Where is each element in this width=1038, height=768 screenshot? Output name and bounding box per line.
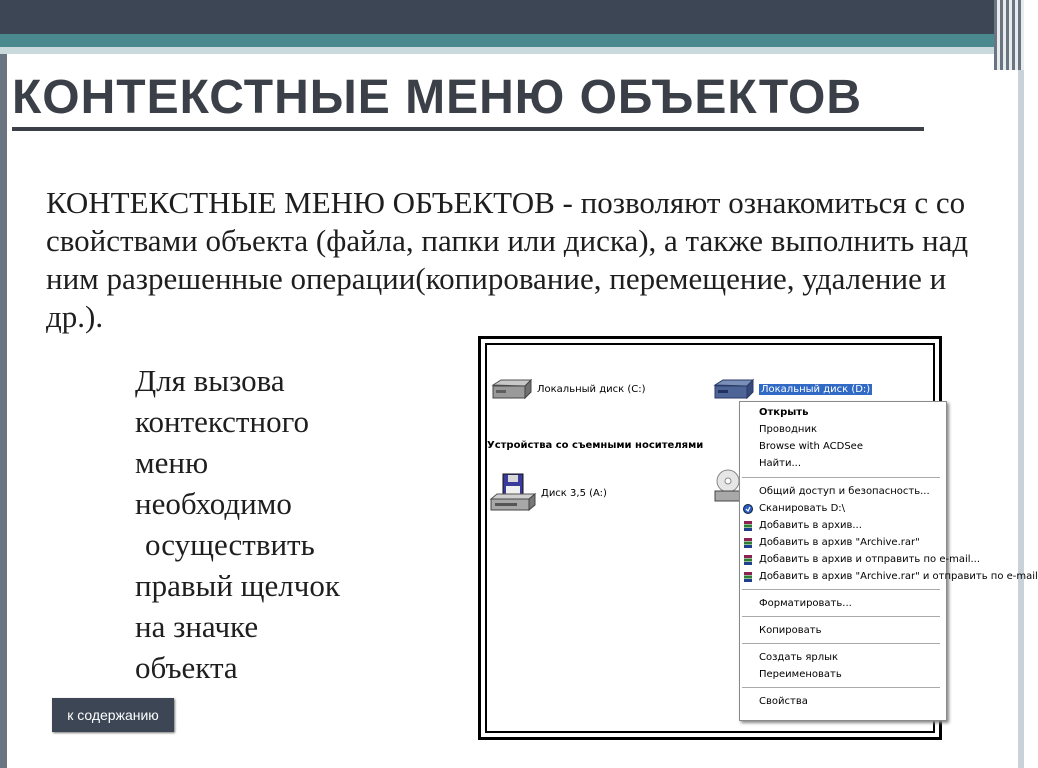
menu-item-add-archive-email-label: Добавить в архив и отправить по e-mail... xyxy=(759,554,981,565)
hard-drive-icon xyxy=(489,377,533,401)
menu-item-explorer[interactable]: Проводник xyxy=(759,424,817,435)
drive-a[interactable] xyxy=(489,473,607,513)
winrar-icon xyxy=(743,521,753,531)
howto-line: правый щелчок xyxy=(135,568,340,603)
howto-line: Для вызова xyxy=(135,363,285,398)
menu-item-add-archive[interactable] xyxy=(740,518,946,534)
slide-title: КОНТЕКСТНЫЕ МЕНЮ ОБЪЕКТОВ xyxy=(12,71,862,124)
menu-item-format[interactable]: Форматировать... xyxy=(759,598,852,609)
toc-button[interactable]: к содержанию xyxy=(52,698,174,732)
menu-separator xyxy=(742,616,940,617)
menu-item-add-archive-rar-email[interactable] xyxy=(740,569,1038,585)
menu-item-add-archive-rar-email-label: Добавить в архив "Archive.rar" и отправить по e-mail xyxy=(759,571,1038,582)
howto-text xyxy=(135,360,455,688)
intro-rest: - позволяют ознакомиться с со свойствами объекта (файла, папки или диска), а также выполнить над ним разрешенные операции(копирование, перемещение, удаление и др.). xyxy=(46,185,969,334)
menu-item-find[interactable]: Найти... xyxy=(759,458,802,469)
menu-item-add-archive-label: Добавить в архив... xyxy=(759,520,862,531)
menu-item-create-shortcut[interactable]: Создать ярлык xyxy=(759,652,839,663)
menu-item-add-archive-email[interactable] xyxy=(740,552,981,568)
howto-line: необходимо xyxy=(135,486,292,521)
explorer-view xyxy=(485,343,1038,733)
menu-item-copy[interactable]: Копировать xyxy=(759,625,822,636)
header-bar-light xyxy=(0,47,1024,54)
menu-item-sharing[interactable]: Общий доступ и безопасность... xyxy=(759,486,930,497)
context-menu xyxy=(739,401,1038,721)
winrar-icon xyxy=(743,572,753,582)
menu-item-add-archive-rar[interactable] xyxy=(740,535,946,551)
howto-line: на значке xyxy=(135,609,259,644)
header-stripes xyxy=(994,0,1024,70)
menu-item-open[interactable]: Открыть xyxy=(759,407,809,418)
removable-section-header: Устройства со съемными носителями xyxy=(487,440,704,451)
menu-separator xyxy=(742,589,940,590)
howto-line: меню xyxy=(135,445,209,480)
menu-item-acdsee[interactable]: Browse with ACDSee xyxy=(759,441,863,452)
menu-item-scan-label: Сканировать D:\ xyxy=(759,503,846,514)
title-underline xyxy=(12,127,924,131)
menu-separator xyxy=(742,687,940,688)
menu-item-scan[interactable] xyxy=(740,501,946,517)
header-bar-teal xyxy=(0,34,1024,47)
antivirus-icon xyxy=(743,504,753,514)
intro-lead: КОНТЕКСТНЫЕ МЕНЮ ОБЪЕКТОВ xyxy=(46,185,555,220)
menu-item-rename[interactable]: Переименовать xyxy=(759,669,842,680)
winrar-icon xyxy=(743,555,753,565)
menu-separator xyxy=(742,643,940,644)
right-border xyxy=(1018,70,1024,768)
screenshot-frame xyxy=(478,336,1038,740)
drive-c-label: Локальный диск (C:) xyxy=(537,383,646,395)
drive-d-label: Локальный диск (D:) xyxy=(761,383,871,395)
menu-separator xyxy=(742,477,940,478)
howto-line: объекта xyxy=(135,650,238,685)
howto-line: осуществить xyxy=(145,527,315,562)
howto-line: контекстного xyxy=(135,404,310,439)
menu-item-properties[interactable]: Свойства xyxy=(759,696,808,707)
menu-item-add-archive-rar-label: Добавить в архив "Archive.rar" xyxy=(759,537,920,548)
winrar-icon xyxy=(743,538,753,548)
drive-c[interactable] xyxy=(489,377,646,401)
hard-drive-icon xyxy=(711,377,755,401)
left-border xyxy=(0,54,7,768)
drive-a-label: Диск 3,5 (A:) xyxy=(541,487,607,499)
floppy-drive-icon xyxy=(489,473,537,513)
drive-d[interactable] xyxy=(711,377,872,401)
header-bar-dark xyxy=(0,0,1024,34)
intro-paragraph xyxy=(46,184,986,336)
